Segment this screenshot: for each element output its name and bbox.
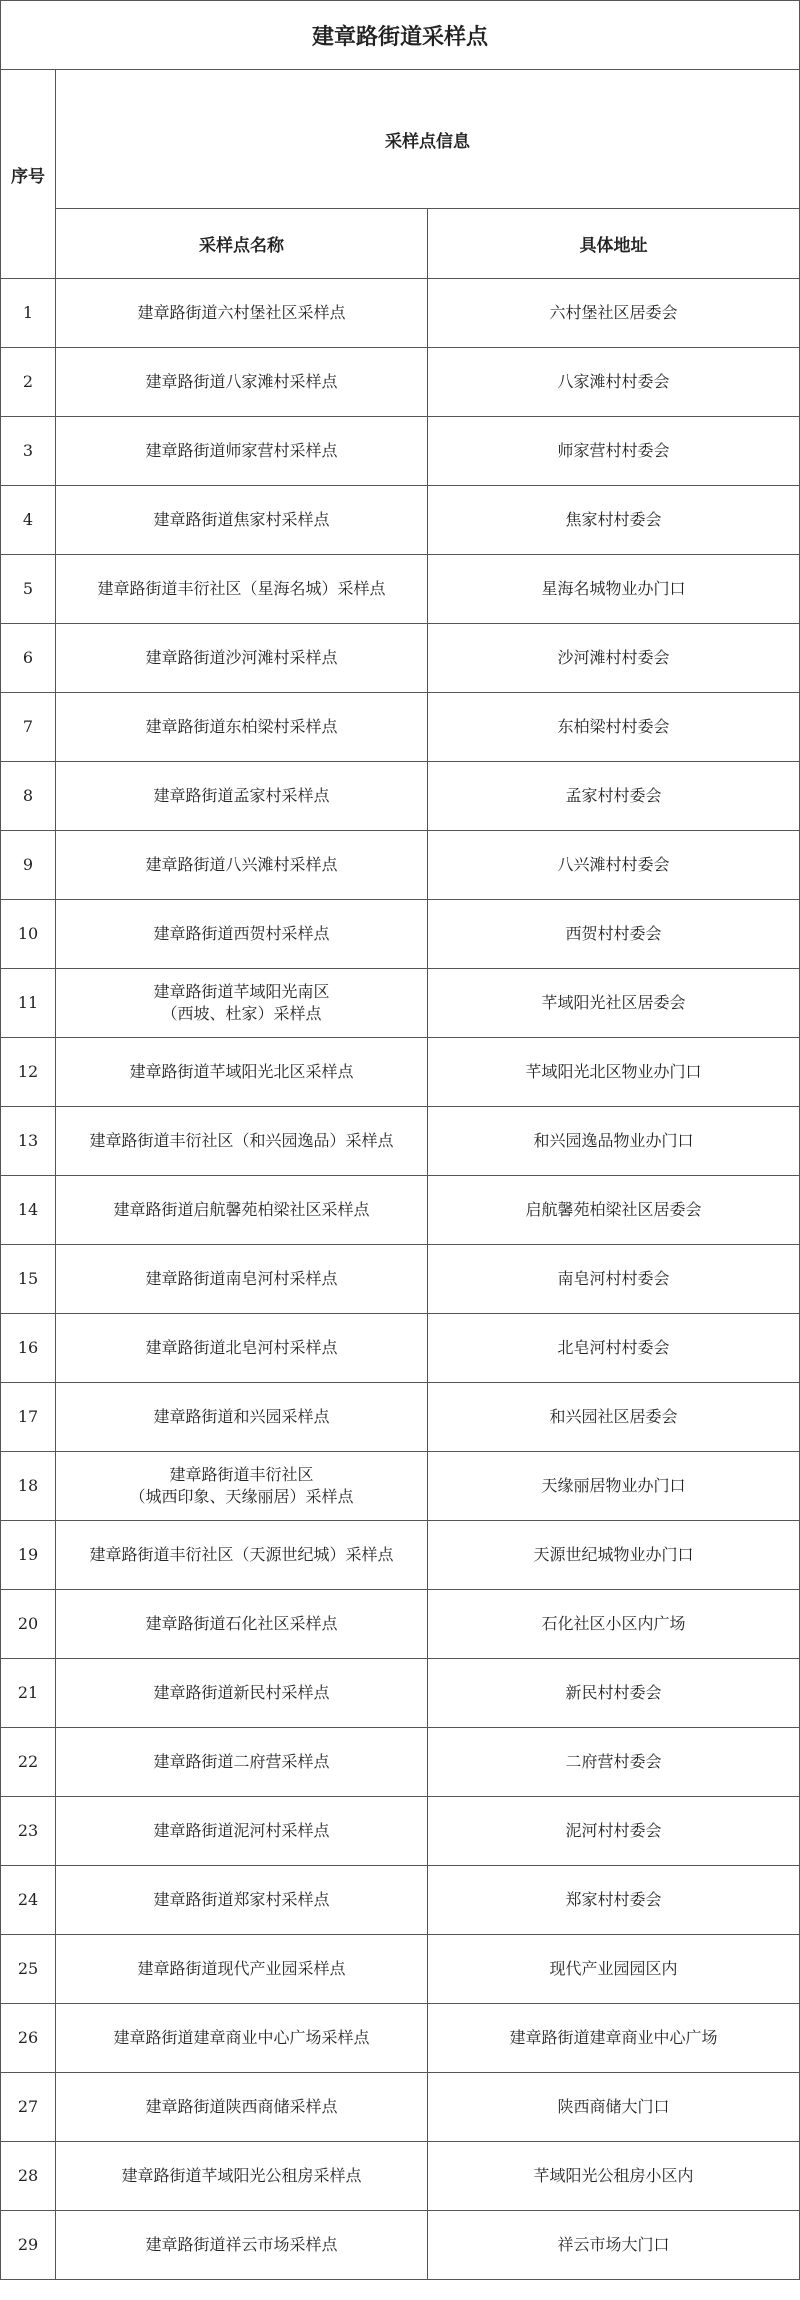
- table-row: [1, 1728, 800, 1797]
- row-index: 5: [1, 555, 56, 624]
- row-index: 4: [1, 486, 56, 555]
- table-row: [1, 1314, 800, 1383]
- row-address: 和兴园逸品物业办门口: [428, 1107, 800, 1176]
- row-name: 建章路街道西贺村采样点: [153, 924, 330, 943]
- table-row: [1, 1521, 800, 1590]
- row-address: 启航馨苑柏梁社区居委会: [428, 1176, 800, 1245]
- row-name: 建章路街道丰衍社区（和兴园逸品）采样点: [89, 1131, 394, 1150]
- header-name: 采样点名称: [56, 209, 428, 279]
- row-name-cell: [56, 831, 428, 900]
- row-index: 6: [1, 624, 56, 693]
- row-address: 天缘丽居物业办门口: [428, 1452, 800, 1521]
- row-index: 1: [1, 279, 56, 348]
- row-index: 2: [1, 348, 56, 417]
- row-address: 陕西商储大门口: [428, 2073, 800, 2142]
- row-name-cell: [56, 1521, 428, 1590]
- row-name-cell: [56, 1590, 428, 1659]
- row-name-cell: [56, 2211, 428, 2280]
- row-address: 石化社区小区内广场: [428, 1590, 800, 1659]
- row-address: 祥云市场大门口: [428, 2211, 800, 2280]
- table-row: [1, 1383, 800, 1452]
- row-index: 21: [1, 1659, 56, 1728]
- row-index: 18: [1, 1452, 56, 1521]
- row-name-cell: [56, 900, 428, 969]
- row-name-cell: [56, 1038, 428, 1107]
- row-name: 建章路街道郑家村采样点: [153, 1890, 330, 1909]
- row-address: 芊域阳光北区物业办门口: [428, 1038, 800, 1107]
- row-name: 建章路街道陕西商储采样点: [145, 2097, 338, 2116]
- row-index: 13: [1, 1107, 56, 1176]
- row-name-cell: [56, 555, 428, 624]
- row-name: 建章路街道芊域阳光南区: [153, 982, 330, 1001]
- row-name: 建章路街道北皂河村采样点: [145, 1338, 338, 1357]
- row-name-cell: [56, 1176, 428, 1245]
- row-address: 南皂河村村委会: [428, 1245, 800, 1314]
- row-name: 建章路街道丰衍社区: [169, 1465, 314, 1484]
- row-name-cell: [56, 1107, 428, 1176]
- row-address: 新民村村委会: [428, 1659, 800, 1728]
- row-address: 星海名城物业办门口: [428, 555, 800, 624]
- header-index: 序号: [1, 70, 56, 279]
- table-title: 建章路街道采样点: [1, 1, 800, 70]
- table-row: [1, 417, 800, 486]
- table-row: [1, 1935, 800, 2004]
- table-row: [1, 762, 800, 831]
- row-name-cell: [56, 1314, 428, 1383]
- row-address: 芊域阳光社区居委会: [428, 969, 800, 1038]
- table-row: [1, 831, 800, 900]
- table-row: [1, 2142, 800, 2211]
- row-address: 八家滩村村委会: [428, 348, 800, 417]
- row-index: 3: [1, 417, 56, 486]
- table-row: [1, 1659, 800, 1728]
- table-row: [1, 348, 800, 417]
- row-name-cell: [56, 417, 428, 486]
- row-name-cell: [56, 2073, 428, 2142]
- row-name: 建章路街道新民村采样点: [153, 1683, 330, 1702]
- table-row: [1, 1797, 800, 1866]
- row-name-cell: [56, 1383, 428, 1452]
- row-name-cell: [56, 762, 428, 831]
- table-row: [1, 486, 800, 555]
- row-address: 泥河村村委会: [428, 1797, 800, 1866]
- row-index: 22: [1, 1728, 56, 1797]
- table-row: [1, 1452, 800, 1521]
- row-index: 16: [1, 1314, 56, 1383]
- table-row: [1, 693, 800, 762]
- row-name: 建章路街道南皂河村采样点: [145, 1269, 338, 1288]
- row-name: 建章路街道丰衍社区（星海名城）采样点: [97, 579, 386, 598]
- row-name-cell: [56, 1866, 428, 1935]
- row-address: 东柏梁村村委会: [428, 693, 800, 762]
- row-name: 建章路街道师家营村采样点: [145, 441, 338, 460]
- row-index: 8: [1, 762, 56, 831]
- row-name-cell: [56, 348, 428, 417]
- row-index: 23: [1, 1797, 56, 1866]
- row-name-cell: [56, 1659, 428, 1728]
- header-group: 采样点信息: [56, 70, 800, 209]
- row-name-cell: [56, 279, 428, 348]
- row-index: 11: [1, 969, 56, 1038]
- row-name-cell: [56, 1728, 428, 1797]
- row-name: 建章路街道丰衍社区（天源世纪城）采样点: [89, 1545, 394, 1564]
- row-name: 建章路街道焦家村采样点: [153, 510, 330, 529]
- row-name: 建章路街道现代产业园采样点: [137, 1959, 346, 1978]
- row-index: 14: [1, 1176, 56, 1245]
- row-index: 15: [1, 1245, 56, 1314]
- row-index: 12: [1, 1038, 56, 1107]
- row-index: 20: [1, 1590, 56, 1659]
- row-index: 25: [1, 1935, 56, 2004]
- header-address: 具体地址: [428, 209, 800, 279]
- row-name-line2: （西坡、杜家）采样点: [161, 1004, 322, 1023]
- table-row: [1, 900, 800, 969]
- row-name-cell: [56, 1935, 428, 2004]
- row-address: 和兴园社区居委会: [428, 1383, 800, 1452]
- row-index: 27: [1, 2073, 56, 2142]
- row-name: 建章路街道泥河村采样点: [153, 1821, 330, 1840]
- table-row: [1, 2004, 800, 2073]
- row-address: 孟家村村委会: [428, 762, 800, 831]
- table-row: [1, 2211, 800, 2280]
- row-index: 29: [1, 2211, 56, 2280]
- table-row: [1, 1590, 800, 1659]
- table-row: [1, 1176, 800, 1245]
- row-address: 郑家村村委会: [428, 1866, 800, 1935]
- row-name-cell: [56, 1452, 428, 1521]
- row-name-line2: （城西印象、天缘丽居）采样点: [129, 1487, 354, 1506]
- row-name: 建章路街道沙河滩村采样点: [145, 648, 338, 667]
- row-name: 建章路街道孟家村采样点: [153, 786, 330, 805]
- row-name-cell: [56, 2142, 428, 2211]
- row-address: 沙河滩村村委会: [428, 624, 800, 693]
- table-body: [1, 279, 800, 2280]
- row-index: 9: [1, 831, 56, 900]
- row-address: 二府营村委会: [428, 1728, 800, 1797]
- table-row: [1, 1107, 800, 1176]
- row-index: 26: [1, 2004, 56, 2073]
- row-address: 八兴滩村村委会: [428, 831, 800, 900]
- row-address: 天源世纪城物业办门口: [428, 1521, 800, 1590]
- row-address: 焦家村村委会: [428, 486, 800, 555]
- row-name: 建章路街道八家滩村采样点: [145, 372, 338, 391]
- table-row: [1, 1866, 800, 1935]
- row-name: 建章路街道祥云市场采样点: [145, 2235, 338, 2254]
- table-row: [1, 1038, 800, 1107]
- row-name-cell: [56, 486, 428, 555]
- row-address: 六村堡社区居委会: [428, 279, 800, 348]
- row-name-cell: [56, 1245, 428, 1314]
- row-address: 芊域阳光公租房小区内: [428, 2142, 800, 2211]
- row-name: 建章路街道芊域阳光公租房采样点: [121, 2166, 362, 2185]
- row-address: 师家营村村委会: [428, 417, 800, 486]
- row-index: 24: [1, 1866, 56, 1935]
- row-name: 建章路街道和兴园采样点: [153, 1407, 330, 1426]
- row-index: 19: [1, 1521, 56, 1590]
- row-name-cell: [56, 693, 428, 762]
- row-name: 建章路街道六村堡社区采样点: [137, 303, 346, 322]
- row-name: 建章路街道东柏梁村采样点: [145, 717, 338, 736]
- row-name-cell: [56, 1797, 428, 1866]
- row-name: 建章路街道启航馨苑柏梁社区采样点: [113, 1200, 370, 1219]
- row-address: 建章路街道建章商业中心广场: [428, 2004, 800, 2073]
- table-row: [1, 1245, 800, 1314]
- row-index: 7: [1, 693, 56, 762]
- row-name: 建章路街道八兴滩村采样点: [145, 855, 338, 874]
- row-index: 17: [1, 1383, 56, 1452]
- table-row: [1, 2073, 800, 2142]
- row-address: 北皂河村村委会: [428, 1314, 800, 1383]
- row-index: 28: [1, 2142, 56, 2211]
- row-index: 10: [1, 900, 56, 969]
- row-name-cell: [56, 2004, 428, 2073]
- table-row: [1, 969, 800, 1038]
- table-row: [1, 279, 800, 348]
- row-name: 建章路街道石化社区采样点: [145, 1614, 338, 1633]
- row-name: 建章路街道芊域阳光北区采样点: [129, 1062, 354, 1081]
- row-name: 建章路街道建章商业中心广场采样点: [113, 2028, 370, 2047]
- row-name-cell: [56, 969, 428, 1038]
- row-address: 西贺村村委会: [428, 900, 800, 969]
- row-name-cell: [56, 624, 428, 693]
- table-row: [1, 555, 800, 624]
- row-address: 现代产业园园区内: [428, 1935, 800, 2004]
- row-name: 建章路街道二府营采样点: [153, 1752, 330, 1771]
- table-row: [1, 624, 800, 693]
